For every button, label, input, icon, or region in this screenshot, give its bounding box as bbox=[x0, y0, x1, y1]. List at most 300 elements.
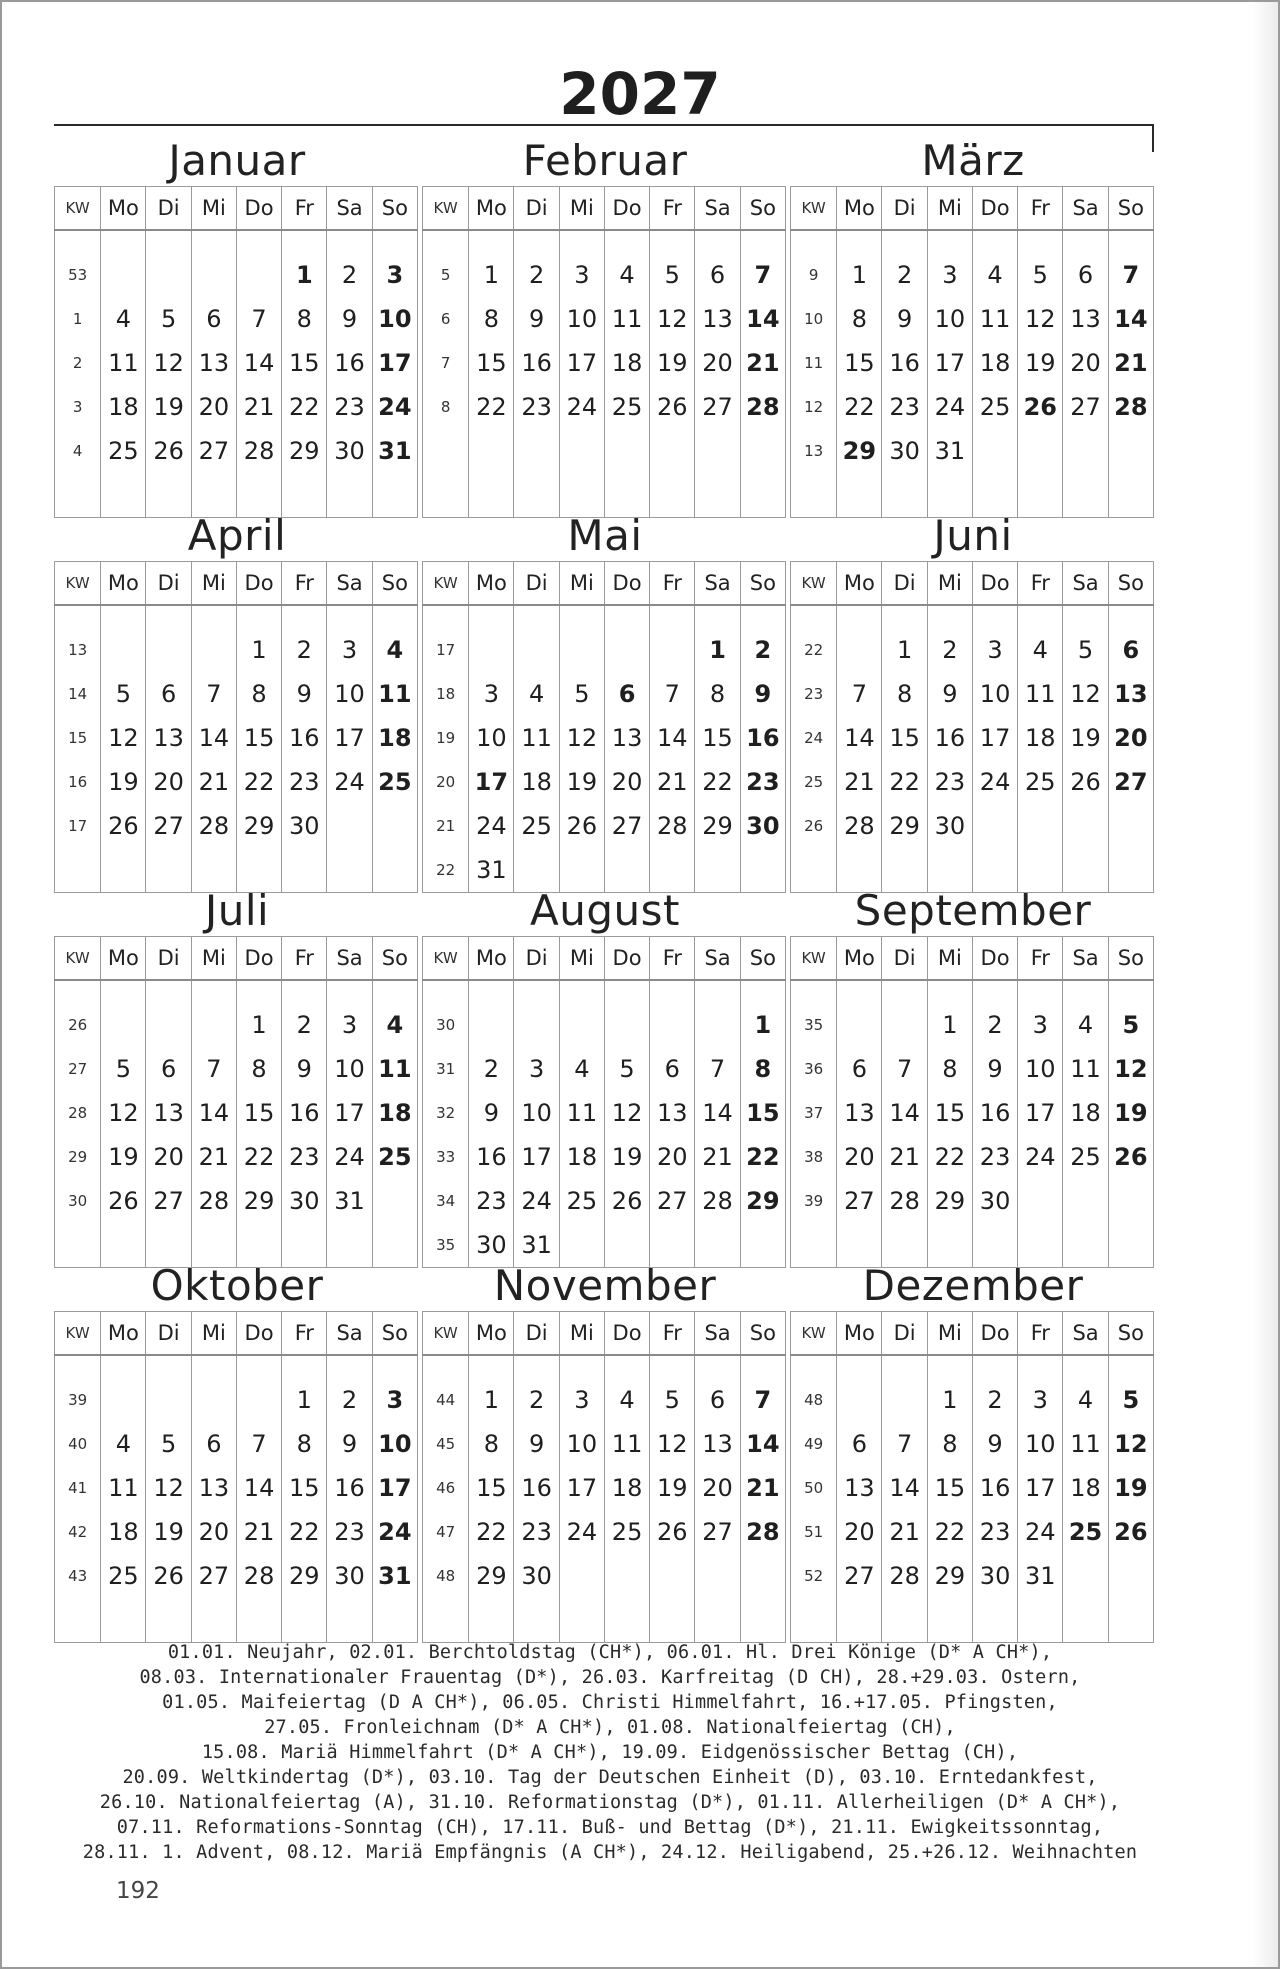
weekday-header: Sa bbox=[695, 562, 740, 606]
month-grid bbox=[54, 128, 1156, 1628]
day-cell bbox=[837, 1378, 882, 1422]
week-number-header: KW bbox=[423, 187, 469, 231]
day-cell: 22 bbox=[282, 385, 327, 429]
week-row bbox=[791, 1091, 1154, 1135]
week-number-header: KW bbox=[423, 562, 469, 606]
day-cell: 16 bbox=[740, 716, 785, 760]
day-cell bbox=[650, 429, 695, 473]
month-name: März bbox=[921, 136, 1025, 185]
day-cell: 6 bbox=[146, 1047, 191, 1091]
week-row bbox=[55, 1510, 418, 1554]
day-cell: 17 bbox=[469, 760, 514, 804]
day-cell: 4 bbox=[1063, 1003, 1108, 1047]
week-row bbox=[423, 1598, 786, 1643]
month-table bbox=[54, 936, 418, 1268]
day-cell: 19 bbox=[1018, 341, 1063, 385]
day-cell: 14 bbox=[882, 1091, 927, 1135]
month-table bbox=[422, 186, 786, 518]
day-cell bbox=[740, 429, 785, 473]
weekday-header: So bbox=[372, 1312, 417, 1356]
day-cell: 24 bbox=[559, 1510, 604, 1554]
day-cell bbox=[604, 1598, 649, 1643]
day-cell: 17 bbox=[559, 341, 604, 385]
day-cell: 12 bbox=[1018, 297, 1063, 341]
week-number: 17 bbox=[423, 628, 469, 672]
week-number: 15 bbox=[55, 716, 101, 760]
day-cell: 6 bbox=[1108, 628, 1153, 672]
day-cell bbox=[327, 804, 372, 848]
week-row bbox=[423, 385, 786, 429]
day-cell: 25 bbox=[101, 1554, 146, 1598]
day-cell: 19 bbox=[146, 385, 191, 429]
day-cell: 1 bbox=[882, 628, 927, 672]
week-number: 5 bbox=[423, 253, 469, 297]
day-cell: 15 bbox=[236, 1091, 281, 1135]
day-cell bbox=[1108, 429, 1153, 473]
day-cell: 23 bbox=[469, 1179, 514, 1223]
day-cell: 26 bbox=[1108, 1510, 1153, 1554]
day-cell: 6 bbox=[837, 1047, 882, 1091]
day-cell: 21 bbox=[191, 760, 236, 804]
day-cell bbox=[604, 1003, 649, 1047]
day-cell bbox=[1018, 1598, 1063, 1643]
weekday-header: Fr bbox=[1018, 937, 1063, 981]
day-cell: 6 bbox=[695, 1378, 740, 1422]
day-cell bbox=[101, 1598, 146, 1643]
day-cell: 9 bbox=[282, 672, 327, 716]
day-cell: 14 bbox=[650, 716, 695, 760]
day-cell: 27 bbox=[191, 429, 236, 473]
day-cell: 21 bbox=[191, 1135, 236, 1179]
week-number: 49 bbox=[791, 1422, 837, 1466]
day-cell: 8 bbox=[469, 1422, 514, 1466]
day-cell: 10 bbox=[972, 672, 1017, 716]
day-cell: 11 bbox=[604, 297, 649, 341]
day-cell: 30 bbox=[882, 429, 927, 473]
week-number: 16 bbox=[55, 760, 101, 804]
week-row bbox=[791, 1047, 1154, 1091]
day-cell: 12 bbox=[146, 341, 191, 385]
day-cell: 27 bbox=[650, 1179, 695, 1223]
day-cell: 13 bbox=[695, 297, 740, 341]
day-cell: 14 bbox=[740, 1422, 785, 1466]
weekday-header: So bbox=[372, 187, 417, 231]
weekday-header: Di bbox=[146, 562, 191, 606]
day-cell: 20 bbox=[695, 341, 740, 385]
day-cell: 5 bbox=[1063, 628, 1108, 672]
day-cell: 27 bbox=[146, 1179, 191, 1223]
week-number-header: KW bbox=[55, 1312, 101, 1356]
day-cell: 9 bbox=[327, 1422, 372, 1466]
day-cell: 23 bbox=[972, 1510, 1017, 1554]
day-cell bbox=[1063, 1179, 1108, 1223]
day-cell: 14 bbox=[740, 297, 785, 341]
week-row bbox=[423, 1378, 786, 1422]
day-cell: 15 bbox=[282, 341, 327, 385]
day-cell: 5 bbox=[1018, 253, 1063, 297]
day-cell: 6 bbox=[191, 1422, 236, 1466]
day-cell: 4 bbox=[604, 253, 649, 297]
month-name: Februar bbox=[522, 136, 688, 185]
day-cell: 10 bbox=[559, 297, 604, 341]
week-row bbox=[423, 341, 786, 385]
day-cell: 27 bbox=[146, 804, 191, 848]
week-row bbox=[791, 1466, 1154, 1510]
day-cell bbox=[1063, 804, 1108, 848]
day-cell: 24 bbox=[972, 760, 1017, 804]
weekday-header: Sa bbox=[327, 187, 372, 231]
day-cell: 6 bbox=[695, 253, 740, 297]
day-cell: 9 bbox=[972, 1047, 1017, 1091]
day-cell: 28 bbox=[236, 429, 281, 473]
day-cell: 28 bbox=[837, 804, 882, 848]
day-cell: 14 bbox=[695, 1091, 740, 1135]
day-cell bbox=[191, 1378, 236, 1422]
week-number: 53 bbox=[55, 253, 101, 297]
day-cell: 18 bbox=[1063, 1466, 1108, 1510]
day-cell: 15 bbox=[927, 1466, 972, 1510]
week-number bbox=[55, 1598, 101, 1643]
day-cell: 20 bbox=[604, 760, 649, 804]
weekday-header: So bbox=[1108, 937, 1153, 981]
week-row bbox=[423, 253, 786, 297]
year-rule bbox=[54, 124, 1154, 126]
day-cell: 21 bbox=[695, 1135, 740, 1179]
day-cell: 11 bbox=[372, 1047, 417, 1091]
day-cell: 31 bbox=[514, 1223, 559, 1268]
day-cell: 24 bbox=[372, 1510, 417, 1554]
week-number: 17 bbox=[55, 804, 101, 848]
day-cell: 30 bbox=[282, 804, 327, 848]
month-name: August bbox=[530, 886, 680, 935]
day-cell: 21 bbox=[236, 385, 281, 429]
day-cell: 23 bbox=[282, 760, 327, 804]
day-cell: 1 bbox=[927, 1378, 972, 1422]
day-cell: 12 bbox=[146, 1466, 191, 1510]
day-cell bbox=[514, 1003, 559, 1047]
weekday-header: Sa bbox=[327, 562, 372, 606]
day-cell: 10 bbox=[514, 1091, 559, 1135]
weekday-header: Sa bbox=[695, 1312, 740, 1356]
day-cell: 19 bbox=[604, 1135, 649, 1179]
weekday-header: Sa bbox=[1063, 562, 1108, 606]
day-cell: 20 bbox=[650, 1135, 695, 1179]
day-cell: 20 bbox=[695, 1466, 740, 1510]
week-number: 47 bbox=[423, 1510, 469, 1554]
day-cell: 27 bbox=[1108, 760, 1153, 804]
week-number-header: KW bbox=[791, 1312, 837, 1356]
day-cell: 11 bbox=[101, 1466, 146, 1510]
week-row bbox=[55, 297, 418, 341]
week-number bbox=[423, 1598, 469, 1643]
day-cell: 23 bbox=[327, 385, 372, 429]
day-cell: 8 bbox=[837, 297, 882, 341]
month-name: Dezember bbox=[862, 1261, 1084, 1310]
day-cell: 18 bbox=[101, 385, 146, 429]
day-cell: 28 bbox=[740, 385, 785, 429]
day-cell: 4 bbox=[101, 297, 146, 341]
day-cell: 12 bbox=[650, 297, 695, 341]
week-number: 10 bbox=[791, 297, 837, 341]
day-cell: 22 bbox=[282, 1510, 327, 1554]
day-cell bbox=[191, 1598, 236, 1643]
day-cell: 20 bbox=[1063, 341, 1108, 385]
day-cell: 12 bbox=[101, 1091, 146, 1135]
day-cell: 31 bbox=[469, 848, 514, 893]
day-cell bbox=[191, 628, 236, 672]
day-cell: 11 bbox=[559, 1091, 604, 1135]
day-cell: 13 bbox=[695, 1422, 740, 1466]
week-row bbox=[55, 1554, 418, 1598]
day-cell: 20 bbox=[837, 1135, 882, 1179]
week-number: 3 bbox=[55, 385, 101, 429]
day-cell: 1 bbox=[695, 628, 740, 672]
day-cell: 24 bbox=[927, 385, 972, 429]
day-cell: 25 bbox=[1063, 1510, 1108, 1554]
day-cell: 20 bbox=[146, 760, 191, 804]
week-number: 2 bbox=[55, 341, 101, 385]
week-number: 51 bbox=[791, 1510, 837, 1554]
weekday-header: So bbox=[740, 562, 785, 606]
week-row bbox=[55, 1179, 418, 1223]
weekday-header: Fr bbox=[1018, 187, 1063, 231]
day-cell: 5 bbox=[604, 1047, 649, 1091]
day-cell: 7 bbox=[837, 672, 882, 716]
week-number: 18 bbox=[423, 672, 469, 716]
weekday-header: Fr bbox=[650, 1312, 695, 1356]
week-number: 19 bbox=[423, 716, 469, 760]
day-cell: 30 bbox=[740, 804, 785, 848]
weekday-header: Do bbox=[972, 187, 1017, 231]
weekday-header: Do bbox=[972, 1312, 1017, 1356]
day-cell: 11 bbox=[1063, 1047, 1108, 1091]
day-cell: 26 bbox=[1108, 1135, 1153, 1179]
week-number: 22 bbox=[423, 848, 469, 893]
weekday-header: Di bbox=[146, 187, 191, 231]
day-cell bbox=[372, 1179, 417, 1223]
day-cell: 23 bbox=[740, 760, 785, 804]
day-cell: 13 bbox=[191, 1466, 236, 1510]
day-cell bbox=[101, 1003, 146, 1047]
day-cell: 5 bbox=[101, 1047, 146, 1091]
day-cell: 18 bbox=[972, 341, 1017, 385]
day-cell: 20 bbox=[837, 1510, 882, 1554]
week-number: 43 bbox=[55, 1554, 101, 1598]
week-row bbox=[423, 672, 786, 716]
day-cell: 2 bbox=[327, 1378, 372, 1422]
day-cell: 28 bbox=[191, 1179, 236, 1223]
day-cell: 13 bbox=[1063, 297, 1108, 341]
day-cell bbox=[972, 1598, 1017, 1643]
weekday-header: Di bbox=[514, 187, 559, 231]
day-cell: 4 bbox=[372, 628, 417, 672]
weekday-header: Di bbox=[882, 187, 927, 231]
day-cell: 10 bbox=[327, 672, 372, 716]
day-cell: 18 bbox=[372, 716, 417, 760]
day-cell: 28 bbox=[695, 1179, 740, 1223]
day-cell: 19 bbox=[1108, 1466, 1153, 1510]
day-cell: 9 bbox=[514, 297, 559, 341]
day-cell: 21 bbox=[740, 1466, 785, 1510]
day-cell: 20 bbox=[1108, 716, 1153, 760]
weekday-header: Mo bbox=[837, 187, 882, 231]
week-row bbox=[55, 628, 418, 672]
day-cell bbox=[1018, 1179, 1063, 1223]
day-cell: 8 bbox=[282, 1422, 327, 1466]
week-row bbox=[791, 672, 1154, 716]
day-cell: 26 bbox=[1063, 760, 1108, 804]
day-cell: 21 bbox=[882, 1135, 927, 1179]
weekday-header: Mi bbox=[927, 187, 972, 231]
day-cell: 27 bbox=[695, 1510, 740, 1554]
week-number: 8 bbox=[423, 385, 469, 429]
day-cell bbox=[559, 1598, 604, 1643]
day-cell: 8 bbox=[695, 672, 740, 716]
week-number: 25 bbox=[791, 760, 837, 804]
weekday-header: Mo bbox=[469, 937, 514, 981]
day-cell: 12 bbox=[559, 716, 604, 760]
week-row bbox=[55, 1091, 418, 1135]
month-november bbox=[422, 1253, 788, 1628]
week-row bbox=[791, 1422, 1154, 1466]
weekday-header: Mo bbox=[101, 562, 146, 606]
day-cell: 11 bbox=[1063, 1422, 1108, 1466]
week-number: 42 bbox=[55, 1510, 101, 1554]
day-cell bbox=[695, 1554, 740, 1598]
week-row bbox=[423, 1422, 786, 1466]
day-cell: 6 bbox=[650, 1047, 695, 1091]
day-cell: 15 bbox=[882, 716, 927, 760]
day-cell: 25 bbox=[972, 385, 1017, 429]
day-cell: 20 bbox=[191, 385, 236, 429]
day-cell: 4 bbox=[1063, 1378, 1108, 1422]
month-dezember bbox=[790, 1253, 1156, 1628]
month-oktober bbox=[54, 1253, 420, 1628]
weekday-header: Mi bbox=[191, 187, 236, 231]
day-cell: 11 bbox=[101, 341, 146, 385]
weekday-header: Fr bbox=[282, 562, 327, 606]
day-cell: 1 bbox=[469, 1378, 514, 1422]
weekday-header: Di bbox=[882, 937, 927, 981]
holiday-line: 20.09. Weltkindertag (D*), 03.10. Tag der Deutschen Einheit (D), 03.10. Erntedankfest, bbox=[122, 1767, 1098, 1788]
day-cell: 13 bbox=[837, 1091, 882, 1135]
page-edge-shadow bbox=[1252, 2, 1278, 1967]
weekday-header: Do bbox=[604, 562, 649, 606]
weekday-header: Mi bbox=[559, 1312, 604, 1356]
day-cell: 9 bbox=[927, 672, 972, 716]
day-cell: 25 bbox=[372, 760, 417, 804]
weekday-header: Mo bbox=[101, 937, 146, 981]
weekday-header: Fr bbox=[650, 937, 695, 981]
day-cell: 18 bbox=[514, 760, 559, 804]
day-cell: 29 bbox=[282, 429, 327, 473]
day-cell: 1 bbox=[927, 1003, 972, 1047]
month-table bbox=[422, 1311, 786, 1643]
day-cell: 19 bbox=[146, 1510, 191, 1554]
day-cell bbox=[146, 253, 191, 297]
weekday-header: Di bbox=[882, 1312, 927, 1356]
day-cell: 24 bbox=[372, 385, 417, 429]
weekday-header: So bbox=[1108, 562, 1153, 606]
day-cell: 20 bbox=[146, 1135, 191, 1179]
week-row bbox=[791, 716, 1154, 760]
day-cell bbox=[559, 1554, 604, 1598]
day-cell: 28 bbox=[882, 1179, 927, 1223]
day-cell: 15 bbox=[236, 716, 281, 760]
month-table bbox=[422, 561, 786, 893]
day-cell: 2 bbox=[927, 628, 972, 672]
holiday-line: 28.11. 1. Advent, 08.12. Mariä Empfängnis (A CH*), 24.12. Heiligabend, 25.+26.12. Weihnachten bbox=[82, 1842, 1138, 1863]
weekday-header: So bbox=[740, 187, 785, 231]
day-cell bbox=[236, 1598, 281, 1643]
day-cell: 23 bbox=[327, 1510, 372, 1554]
month-juli bbox=[54, 878, 420, 1253]
day-cell: 26 bbox=[604, 1179, 649, 1223]
day-cell: 17 bbox=[559, 1466, 604, 1510]
week-number: 39 bbox=[55, 1378, 101, 1422]
day-cell: 27 bbox=[837, 1179, 882, 1223]
day-cell: 7 bbox=[191, 672, 236, 716]
weekday-header: Di bbox=[514, 1312, 559, 1356]
day-cell bbox=[1063, 429, 1108, 473]
weekday-header: So bbox=[740, 1312, 785, 1356]
day-cell: 11 bbox=[604, 1422, 649, 1466]
week-number: 48 bbox=[423, 1554, 469, 1598]
day-cell: 27 bbox=[191, 1554, 236, 1598]
day-cell bbox=[191, 1003, 236, 1047]
day-cell: 1 bbox=[236, 1003, 281, 1047]
week-number: 29 bbox=[55, 1135, 101, 1179]
week-row bbox=[791, 385, 1154, 429]
day-cell: 28 bbox=[191, 804, 236, 848]
week-number: 9 bbox=[791, 253, 837, 297]
holiday-line: 01.01. Neujahr, 02.01. Berchtoldstag (CH*), 06.01. Hl. Drei Könige (D* A CH*), bbox=[167, 1642, 1053, 1663]
week-number: 40 bbox=[55, 1422, 101, 1466]
day-cell: 4 bbox=[514, 672, 559, 716]
day-cell bbox=[1108, 1554, 1153, 1598]
day-cell: 10 bbox=[327, 1047, 372, 1091]
day-cell bbox=[469, 628, 514, 672]
day-cell bbox=[101, 253, 146, 297]
weekday-header: Mi bbox=[559, 562, 604, 606]
day-cell: 9 bbox=[327, 297, 372, 341]
day-cell bbox=[1018, 429, 1063, 473]
day-cell: 2 bbox=[972, 1003, 1017, 1047]
holiday-line: 15.08. Mariä Himmelfahrt (D* A CH*), 19.09. Eidgenössischer Bettag (CH), bbox=[201, 1742, 1019, 1763]
week-number: 37 bbox=[791, 1091, 837, 1135]
day-cell bbox=[740, 1598, 785, 1643]
day-cell: 17 bbox=[514, 1135, 559, 1179]
day-cell: 2 bbox=[514, 253, 559, 297]
week-number: 23 bbox=[791, 672, 837, 716]
week-number: 26 bbox=[55, 1003, 101, 1047]
day-cell: 25 bbox=[1063, 1135, 1108, 1179]
day-cell: 7 bbox=[1108, 253, 1153, 297]
week-number-header: KW bbox=[55, 187, 101, 231]
week-row bbox=[423, 1179, 786, 1223]
week-row bbox=[791, 760, 1154, 804]
weekday-header: Do bbox=[604, 1312, 649, 1356]
week-number: 26 bbox=[791, 804, 837, 848]
day-cell: 24 bbox=[559, 385, 604, 429]
day-cell: 15 bbox=[695, 716, 740, 760]
day-cell: 5 bbox=[101, 672, 146, 716]
day-cell: 4 bbox=[372, 1003, 417, 1047]
weekday-header: Fr bbox=[650, 187, 695, 231]
day-cell: 5 bbox=[146, 1422, 191, 1466]
day-cell bbox=[514, 429, 559, 473]
day-cell: 13 bbox=[146, 1091, 191, 1135]
